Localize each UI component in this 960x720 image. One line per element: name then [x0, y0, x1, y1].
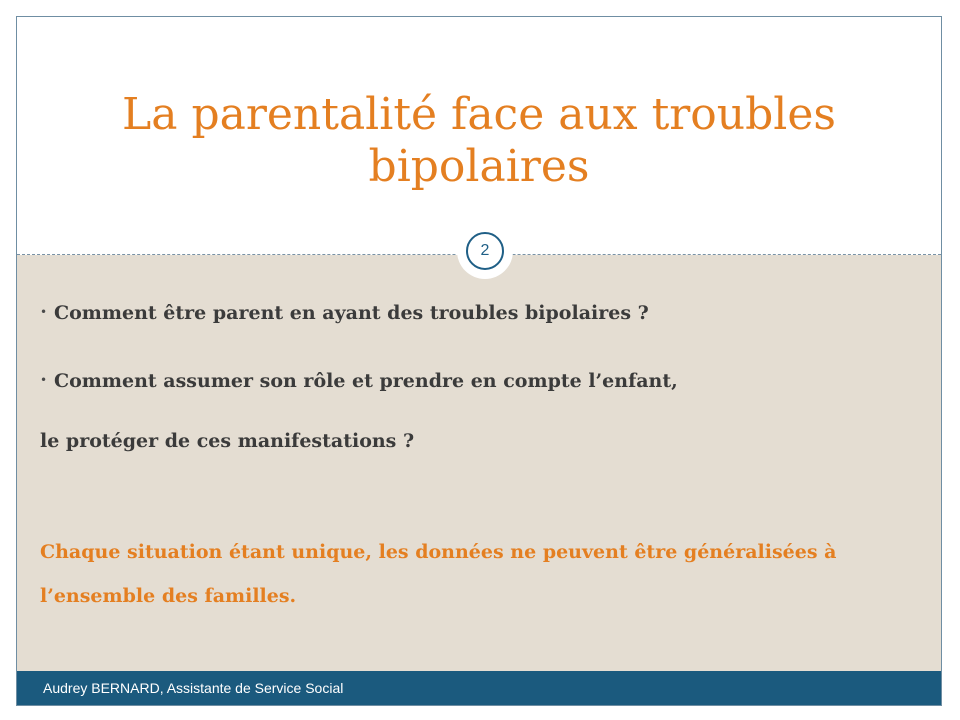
note-text: Chaque situation étant unique, les données ne peuvent être généralisées à l’ensemble des familles. — [40, 541, 837, 607]
page-number-badge — [457, 223, 513, 279]
bullet-dot-icon: • — [40, 373, 48, 387]
page-number: 2 — [466, 232, 504, 270]
bullet-item — [40, 370, 678, 392]
footer-text: Audrey BERNARD, Assistante de Service Social — [43, 680, 344, 696]
bullet-dot-icon: • — [40, 305, 48, 319]
bullet-item — [40, 302, 649, 324]
slide-title: La parentalité face aux troubles bipolaires — [122, 89, 836, 192]
bullet-text: Comment assumer son rôle et prendre en compte l’enfant, — [54, 370, 678, 392]
bullet-continuation: le protéger de ces manifestations ? — [40, 430, 415, 452]
footer-bar — [17, 671, 941, 706]
bullet-text: Comment être parent en ayant des troubles bipolaires ? — [54, 302, 649, 324]
title-area — [17, 17, 941, 254]
